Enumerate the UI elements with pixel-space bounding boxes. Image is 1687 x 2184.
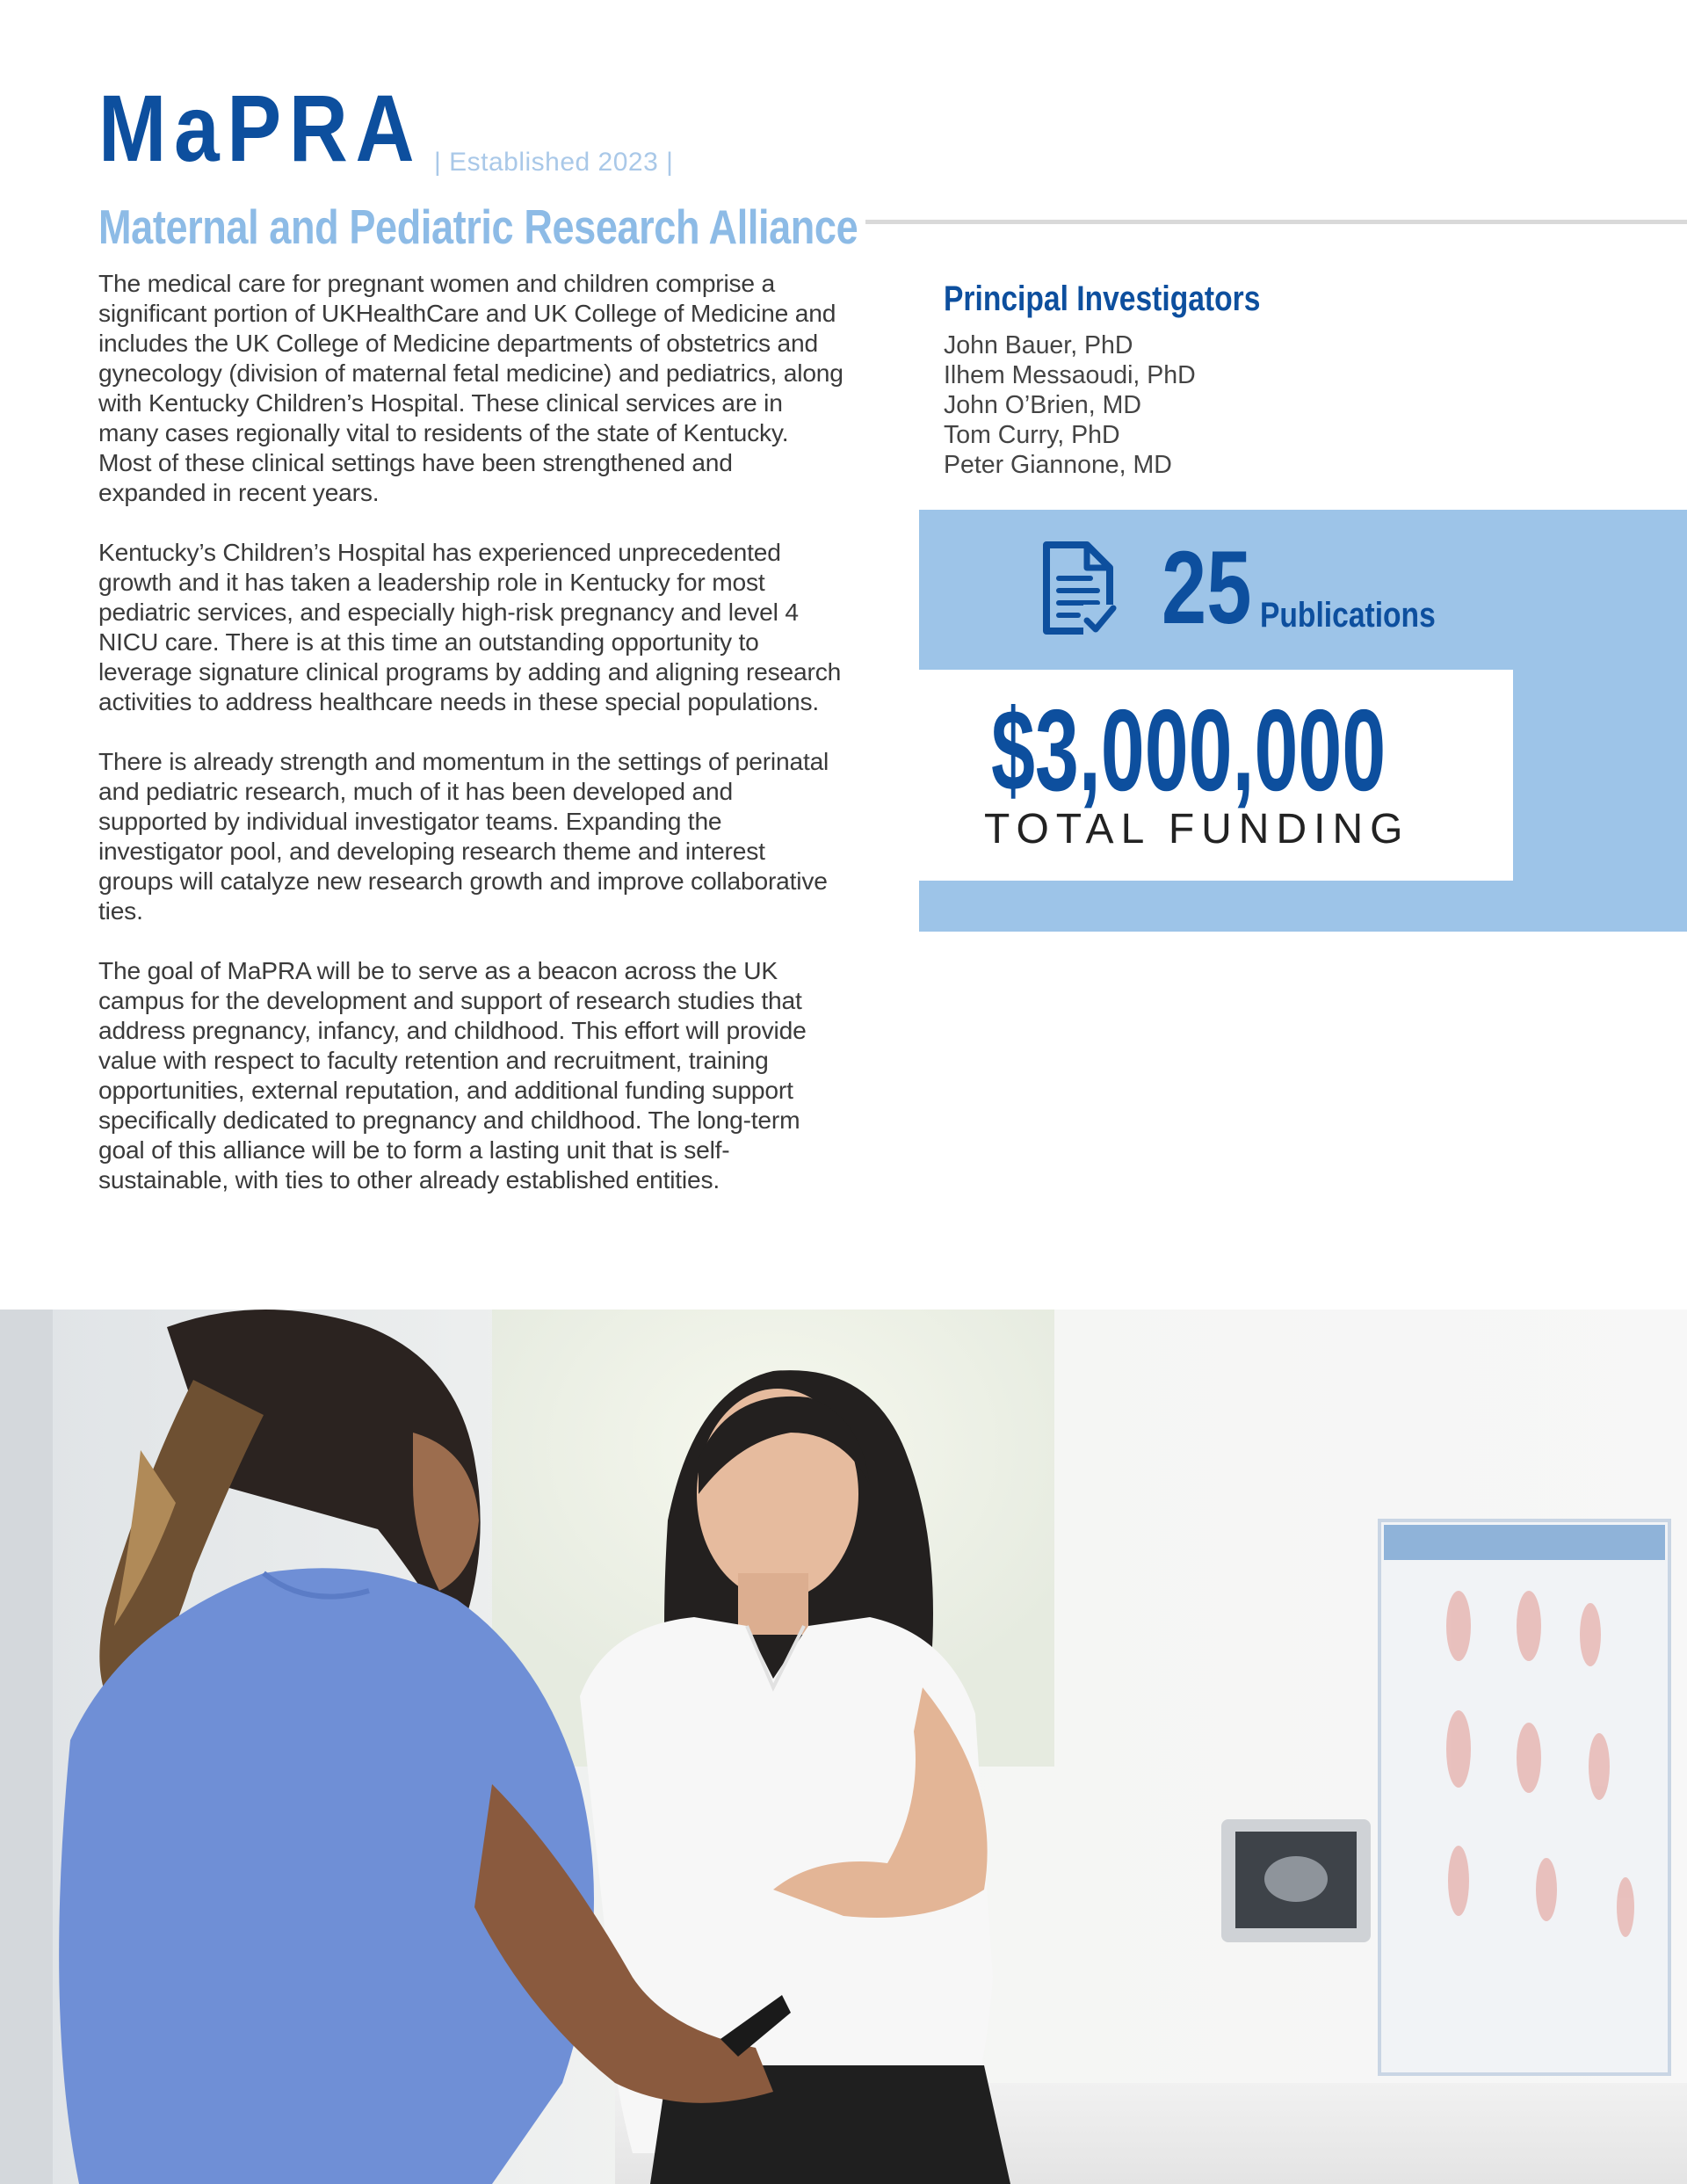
document-check-icon [1039,540,1119,636]
investigator-name: John O’Brien, MD [944,391,1141,419]
clinic-photo [0,1310,1687,2184]
body-paragraph: The goal of MaPRA will be to serve as a beacon across the UK campus for the development and support of research studies that address pregnancy, infancy, and childhood. This effort will provide value with respect to faculty retention and recruitment, training opportunities, external reputation, and additional funding support specifically dedicated to pregnancy and childhood. The long-term goal of this alliance will be to form a lasting unit that is self-sustainable, with ties to other already established entities. [98,956,807,1194]
established-badge: | Established 2023 | [434,148,674,177]
investigator-name: Tom Curry, PhD [944,421,1120,449]
funding-amount: $3,000,000 [991,686,1387,815]
clinic-photo-illustration [0,1310,1687,2184]
investigator-name: Peter Giannone, MD [944,451,1172,479]
page-subtitle: Maternal and Pediatric Research Alliance [98,200,858,254]
body-text [98,268,845,1224]
publications-count: 25 [1162,530,1252,646]
funding-label: TOTAL FUNDING [984,806,1410,853]
investigator-name: John Bauer, PhD [944,331,1133,359]
investigator-name: Ilhem Messaoudi, PhD [944,361,1196,389]
publications-label: Publications [1260,596,1436,635]
header-divider [865,220,1687,224]
page-title: MaPRA [98,75,423,181]
body-paragraph: There is already strength and momentum in the settings of perinatal and pediatric research, much of it has been developed and supported by individual investigator teams. Expanding the investigator pool, and developing research theme and interest groups will catalyze new research growth and improve collaborative ties. [98,747,829,925]
body-paragraph: Kentucky’s Children’s Hospital has experienced unprecedented growth and it has taken a leadership role in Kentucky for most pediatric services, and especially high-risk pregnancy and level 4 NICU care. There is at this time an outstanding opportunity to leverage signature clinical programs by adding and aligning research activities to address healthcare needs in these special populations. [98,538,842,715]
investigators-list [944,330,1196,480]
investigators-heading: Principal Investigators [944,279,1261,318]
body-paragraph: The medical care for pregnant women and children comprise a significant portion of UKHealthCare and UK College of Medicine and includes the UK College of Medicine departments of obstetrics and gynecology (division of maternal fetal medicine) and pediatrics, along with Kentucky Children’s Hospital. These clinical services are in many cases regionally vital to residents of the state of Kentucky. Most of these clinical settings have been strengthened and expanded in recent years. [98,269,844,506]
